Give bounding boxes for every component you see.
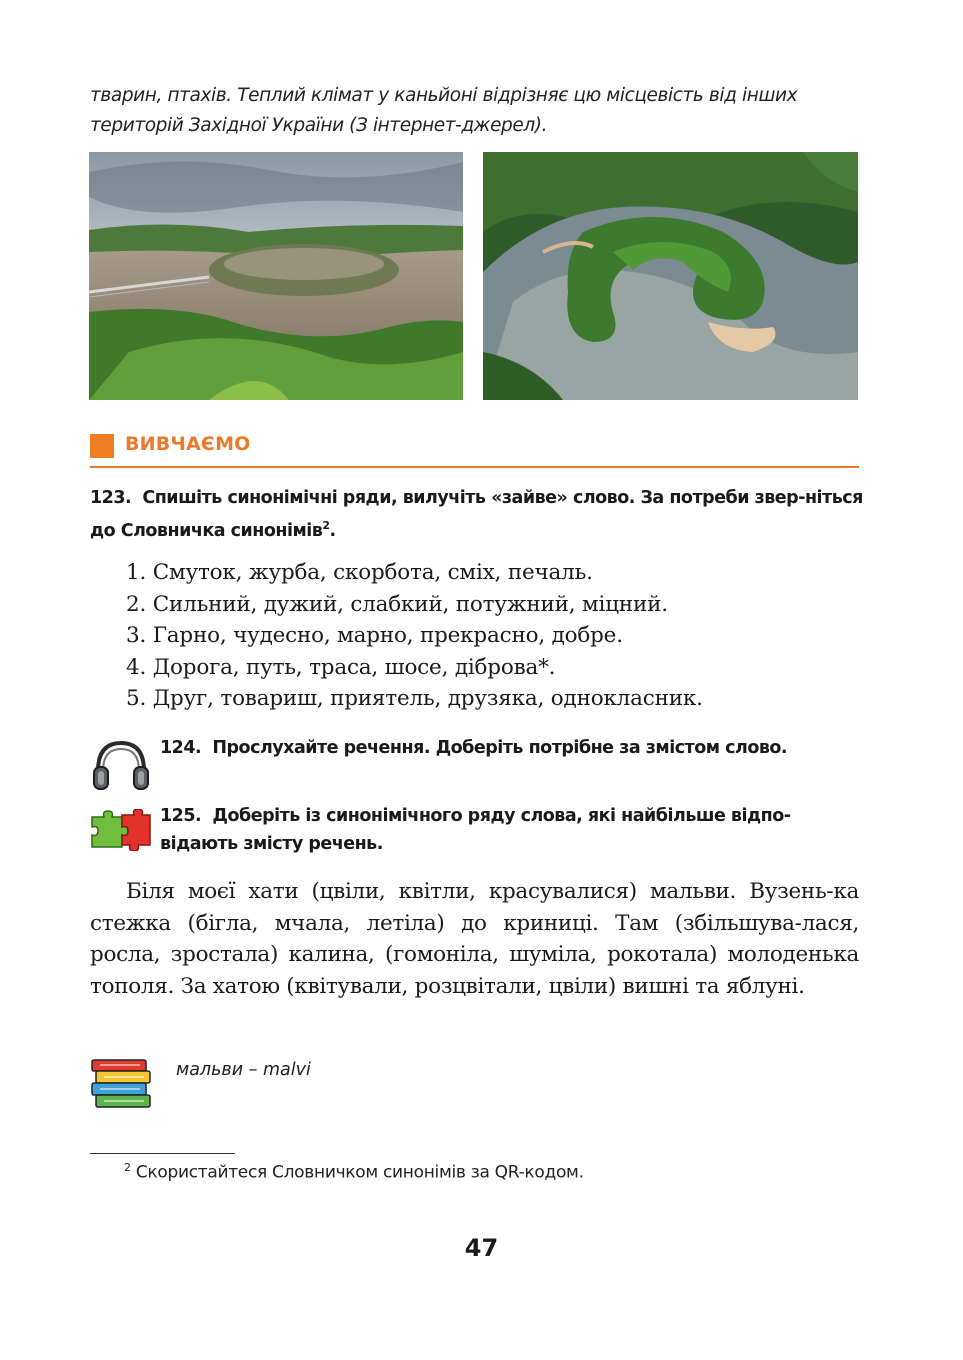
task-123-period: .	[329, 520, 336, 541]
list-item: 5. Друг, товариш, приятель, друзяка, однокласник.	[126, 686, 703, 711]
headphones-icon	[90, 737, 152, 791]
task-124-number: 124.	[160, 738, 202, 758]
intro-text	[90, 81, 865, 141]
task-125-paragraph: Біля моєї хати (цвіли, квітли, красувалися) мальви. Вузень-ка стежка (бігла, мчала, летіла) до криниці. Там (збільшува-лася, росла, зростала) калина, (гомоніла, шуміла, рокотала) молоденька тополя. За хатою (квітували, розцвітали, цвіли) вишні та яблуні.	[90, 879, 859, 999]
task-124	[160, 734, 865, 762]
books-icon	[90, 1058, 152, 1110]
vocabulary-gloss: мальви – malvi	[176, 1060, 311, 1080]
page-number: 47	[464, 1234, 499, 1262]
section-marker	[90, 434, 114, 458]
synonym-list	[126, 557, 703, 715]
section-header	[90, 432, 859, 468]
footnote	[124, 1161, 584, 1183]
intro-line-2: територій Західної України (З інтернет-джерел).	[90, 115, 548, 136]
footnote-number: 2	[124, 1161, 131, 1174]
task-125-text: Доберіть із синонімічного ряду слова, які найбільше відпо-відають змісту речень.	[160, 806, 791, 854]
intro-line-1: тварин, птахів. Теплий клімат у каньйоні відрізняє цю місцевість від інших	[90, 85, 798, 106]
task-123-text: Спишіть синонімічні ряди, вилучіть «зайве» слово. За потреби звер-ніться до Словничка синонімів	[90, 488, 863, 541]
task-123-number: 123.	[90, 488, 132, 508]
canyon-town-photo	[89, 152, 463, 400]
river-island-photo	[483, 152, 858, 400]
footnote-divider	[90, 1153, 235, 1154]
task-125-number: 125.	[160, 806, 202, 826]
list-item: 1. Смуток, журба, скорбота, сміх, печаль.	[126, 560, 593, 585]
list-item: 4. Дорога, путь, траса, шосе, діброва*.	[126, 654, 556, 680]
task-125	[160, 802, 865, 858]
list-item: 2. Сильний, дужий, слабкий, потужний, міцний.	[126, 591, 668, 617]
task-123	[90, 484, 865, 545]
list-item: 3. Гарно, чудесно, марно, прекрасно, добре.	[126, 623, 623, 648]
task-124-text: Прослухайте речення. Доберіть потрібне за змістом слово.	[212, 738, 788, 758]
footnote-text: Скористайтеся Словничком синонімів за QR-кодом.	[135, 1162, 584, 1183]
section-title: ВИВЧАЄМО	[125, 433, 251, 455]
footnote-ref: 2	[322, 519, 330, 532]
puzzle-icon	[90, 809, 152, 851]
